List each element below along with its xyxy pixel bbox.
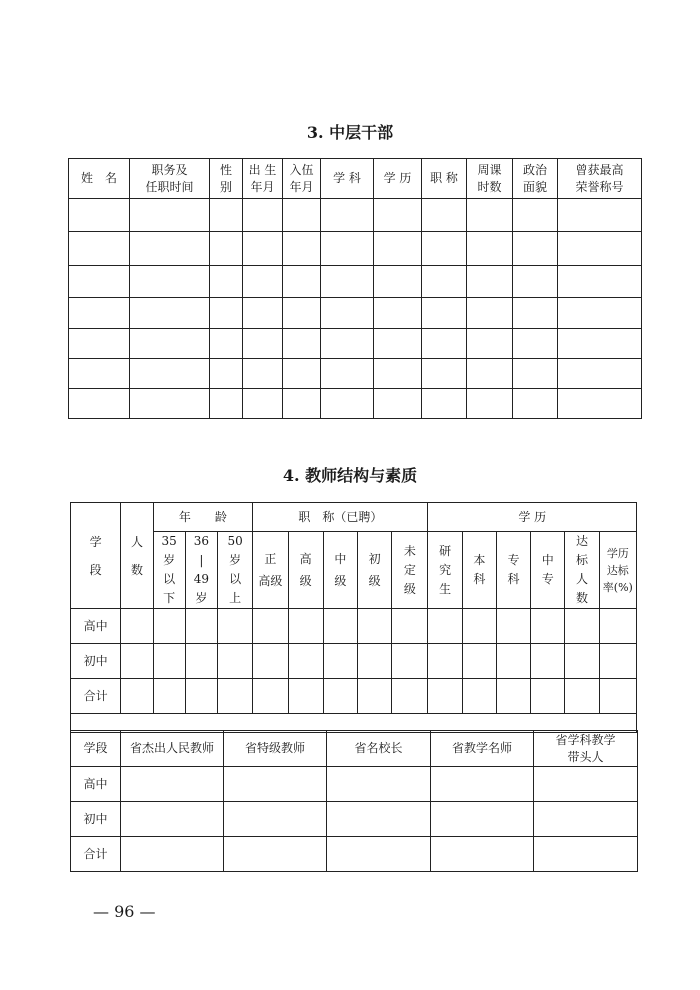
table-cell[interactable] <box>243 329 283 359</box>
header-text: 带头人 <box>567 749 604 764</box>
subheader-cell <box>153 532 185 609</box>
table-cell[interactable] <box>467 266 513 298</box>
table-cell[interactable] <box>513 359 558 389</box>
header-text: 级 <box>403 581 416 596</box>
header-text: 政治 <box>522 162 547 177</box>
table-cell[interactable] <box>531 609 565 644</box>
table-cell[interactable] <box>496 609 530 644</box>
table-cell[interactable] <box>121 837 224 872</box>
table-cell[interactable] <box>422 298 467 329</box>
table-cell[interactable] <box>496 679 530 714</box>
header-text: 岁 <box>229 553 242 567</box>
header-cell: 省特级教师 <box>224 731 327 767</box>
header-xueduan <box>71 503 121 609</box>
header-text: 49 <box>193 572 210 586</box>
teacher-structure-table <box>70 502 637 733</box>
table-cell[interactable] <box>288 679 323 714</box>
table-cell[interactable] <box>283 199 321 232</box>
table-cell[interactable] <box>513 199 558 232</box>
table-cell[interactable] <box>534 802 638 837</box>
table-cell[interactable] <box>185 644 217 679</box>
table-cell[interactable] <box>467 389 513 419</box>
header-text: 荣誉称号 <box>575 179 624 194</box>
header-text: 50 <box>227 534 243 548</box>
table-cell[interactable] <box>288 609 323 644</box>
table-cell[interactable] <box>327 767 431 802</box>
header-text: 年月 <box>289 179 314 194</box>
honored-teachers-table <box>70 730 638 872</box>
table-cell[interactable] <box>374 298 422 329</box>
table-cell[interactable] <box>558 389 642 419</box>
table-header-row <box>71 731 638 767</box>
header-text: | <box>199 553 204 567</box>
table-cell[interactable] <box>185 609 217 644</box>
subheader-cell <box>323 532 357 609</box>
row-label: 合计 <box>71 837 121 872</box>
header-text: 别 <box>219 179 232 194</box>
table-cell[interactable] <box>153 644 185 679</box>
header-text: 研 <box>439 543 452 558</box>
table-cell[interactable] <box>130 266 210 298</box>
header-cell: 省名校长 <box>327 731 431 767</box>
table-cell[interactable] <box>558 298 642 329</box>
table-row <box>69 199 642 232</box>
table-cell[interactable] <box>558 232 642 266</box>
table-cell[interactable] <box>327 802 431 837</box>
header-cell: 省教学名师 <box>431 731 534 767</box>
header-text: 高级 <box>258 574 283 588</box>
table-cell[interactable] <box>467 329 513 359</box>
header-text: 初 <box>368 552 381 566</box>
table-cell[interactable] <box>323 644 357 679</box>
header-age-group: 年 龄 <box>153 503 253 532</box>
table-cell[interactable] <box>253 679 288 714</box>
header-text: 级 <box>299 574 312 588</box>
table-row <box>69 329 642 359</box>
table-cell[interactable] <box>283 232 321 266</box>
header-text: 下 <box>163 591 176 605</box>
table-cell[interactable] <box>130 329 210 359</box>
table-cell[interactable] <box>422 266 467 298</box>
header-cell <box>69 159 130 199</box>
table-cell[interactable] <box>422 389 467 419</box>
header-text: 专 <box>541 572 554 586</box>
header-text: 姓 名 <box>80 171 117 185</box>
table-cell[interactable] <box>467 199 513 232</box>
table-cell[interactable] <box>428 609 462 644</box>
table-header-row <box>69 159 642 199</box>
table-cell[interactable] <box>513 232 558 266</box>
table-cell[interactable] <box>422 199 467 232</box>
table-cell[interactable] <box>130 389 210 419</box>
header-text: 段 <box>89 562 102 577</box>
table-cell[interactable] <box>243 232 283 266</box>
table-cell[interactable] <box>321 199 374 232</box>
header-text: 率(%) <box>602 580 633 594</box>
header-cell: 学段 <box>71 731 121 767</box>
table-cell[interactable] <box>428 679 462 714</box>
header-text: 标 <box>576 553 589 567</box>
table-cell[interactable] <box>565 679 599 714</box>
table-cell[interactable] <box>130 232 210 266</box>
header-text: 专 <box>507 553 520 567</box>
header-text: 任职时间 <box>145 179 194 194</box>
subheader-cell <box>185 532 217 609</box>
header-text: 达 <box>576 534 589 548</box>
table-cell[interactable] <box>467 298 513 329</box>
table-cell[interactable] <box>323 679 357 714</box>
page-number: — 96 — <box>93 902 156 921</box>
header-text: 学历 <box>606 546 629 560</box>
table-cell[interactable] <box>69 199 130 232</box>
header-text: 学 历 <box>383 171 412 185</box>
header-cell <box>513 159 558 199</box>
table-cell[interactable] <box>321 298 374 329</box>
table-cell[interactable] <box>531 644 565 679</box>
table-cell[interactable] <box>243 199 283 232</box>
table-subheader-row <box>71 532 637 609</box>
subheader-cell <box>462 532 496 609</box>
table-cell[interactable] <box>422 359 467 389</box>
section3-title: 3. 中层干部 <box>306 123 394 142</box>
table-cell[interactable] <box>357 679 391 714</box>
table-cell[interactable] <box>531 679 565 714</box>
row-label: 高中 <box>71 767 121 802</box>
table-cell[interactable] <box>121 767 224 802</box>
table-cell[interactable] <box>210 298 243 329</box>
subheader-cell <box>218 532 253 609</box>
table-row <box>69 266 642 298</box>
middle-cadre-table <box>68 158 642 419</box>
table-cell[interactable] <box>121 802 224 837</box>
header-text: 学 科 <box>333 171 361 185</box>
table-cell[interactable] <box>558 199 642 232</box>
table-cell[interactable] <box>374 329 422 359</box>
subheader-cell <box>565 532 599 609</box>
header-text: 面貌 <box>522 179 547 194</box>
table-row <box>71 767 638 802</box>
table-cell[interactable] <box>558 359 642 389</box>
header-text: 定 <box>403 562 416 577</box>
table-cell[interactable] <box>422 232 467 266</box>
table-row <box>71 609 637 644</box>
header-text: 性 <box>219 162 232 177</box>
table-cell[interactable] <box>185 679 217 714</box>
table-cell[interactable] <box>321 389 374 419</box>
table-cell[interactable] <box>374 232 422 266</box>
table-cell[interactable] <box>121 609 153 644</box>
table-cell[interactable] <box>253 644 288 679</box>
table-cell[interactable] <box>513 266 558 298</box>
header-cell <box>283 159 321 199</box>
table-cell[interactable] <box>534 837 638 872</box>
row-label: 合计 <box>71 679 121 714</box>
header-text: 级 <box>368 574 381 588</box>
row-label: 初中 <box>71 802 121 837</box>
table-cell[interactable] <box>513 298 558 329</box>
header-cell <box>243 159 283 199</box>
table-row <box>71 679 637 714</box>
header-text: 学 <box>89 534 102 549</box>
table-cell[interactable] <box>130 298 210 329</box>
table-cell[interactable] <box>321 232 374 266</box>
header-text: 科 <box>507 572 520 586</box>
header-text: 级 <box>334 574 347 588</box>
table-cell[interactable] <box>69 329 130 359</box>
section4-title: 4. 教师结构与素质 <box>282 466 418 485</box>
table-cell[interactable] <box>327 837 431 872</box>
table-cell[interactable] <box>210 266 243 298</box>
table-cell[interactable] <box>69 232 130 266</box>
table-row <box>71 837 638 872</box>
header-cell <box>321 159 374 199</box>
header-text: 35 <box>161 534 177 548</box>
table-cell[interactable] <box>218 609 253 644</box>
header-cell <box>130 159 210 199</box>
header-text: 本 <box>473 553 486 567</box>
table-cell[interactable] <box>210 329 243 359</box>
table-cell[interactable] <box>513 329 558 359</box>
header-text: 曾获最高 <box>575 162 624 177</box>
subheader-cell <box>357 532 391 609</box>
header-text: 以 <box>163 572 176 586</box>
table-row <box>71 802 638 837</box>
header-text: 岁 <box>163 553 176 567</box>
subheader-cell <box>392 532 428 609</box>
table-cell[interactable] <box>357 644 391 679</box>
table-cell[interactable] <box>496 644 530 679</box>
table-cell[interactable] <box>283 359 321 389</box>
table-cell[interactable] <box>283 298 321 329</box>
header-cell <box>467 159 513 199</box>
table-row <box>71 644 637 679</box>
header-text: 时数 <box>477 179 502 194</box>
table-cell[interactable] <box>599 679 636 714</box>
table-cell[interactable] <box>210 389 243 419</box>
table-cell[interactable] <box>130 199 210 232</box>
header-text: 周课 <box>477 162 502 177</box>
table-cell[interactable] <box>224 837 327 872</box>
header-cell <box>210 159 243 199</box>
table-cell[interactable] <box>374 199 422 232</box>
table-cell[interactable] <box>69 359 130 389</box>
header-text: 职务及 <box>151 162 188 177</box>
table-cell[interactable] <box>357 609 391 644</box>
table-cell[interactable] <box>283 266 321 298</box>
table-cell[interactable] <box>153 679 185 714</box>
table-cell[interactable] <box>392 609 428 644</box>
header-text: 数 <box>576 591 589 605</box>
table-cell[interactable] <box>462 609 496 644</box>
table-cell[interactable] <box>462 644 496 679</box>
table-row <box>69 232 642 266</box>
header-text: 正 <box>264 552 277 566</box>
table-cell[interactable] <box>224 802 327 837</box>
table-cell[interactable] <box>243 389 283 419</box>
header-cell <box>374 159 422 199</box>
subheader-cell <box>599 532 636 609</box>
table-row <box>69 359 642 389</box>
header-text: 省学科教学 <box>555 732 616 747</box>
table-cell[interactable] <box>253 609 288 644</box>
table-row <box>69 389 642 419</box>
table-cell[interactable] <box>392 644 428 679</box>
table-cell[interactable] <box>534 767 638 802</box>
table-cell[interactable] <box>374 266 422 298</box>
header-text: 数 <box>130 562 143 577</box>
table-cell[interactable] <box>321 359 374 389</box>
table-cell[interactable] <box>218 644 253 679</box>
table-cell[interactable] <box>283 329 321 359</box>
table-cell[interactable] <box>323 609 357 644</box>
table-cell[interactable] <box>431 767 534 802</box>
subheader-cell <box>288 532 323 609</box>
table-cell[interactable] <box>467 359 513 389</box>
header-text: 职 称 <box>430 171 458 185</box>
table-cell[interactable] <box>374 359 422 389</box>
header-text: 上 <box>229 591 242 605</box>
table-cell[interactable] <box>210 359 243 389</box>
subheader-cell <box>531 532 565 609</box>
table-cell[interactable] <box>69 266 130 298</box>
header-text: 岁 <box>195 591 208 605</box>
header-text: 达标 <box>606 563 629 577</box>
table-cell[interactable] <box>243 298 283 329</box>
subheader-cell <box>496 532 530 609</box>
row-label: 高中 <box>71 609 121 644</box>
table-cell[interactable] <box>392 679 428 714</box>
table-row <box>69 298 642 329</box>
header-text: 究 <box>439 562 452 577</box>
table-cell[interactable] <box>513 389 558 419</box>
table-cell[interactable] <box>462 679 496 714</box>
table-cell[interactable] <box>153 609 185 644</box>
table-cell[interactable] <box>599 609 636 644</box>
header-text: 未 <box>403 543 416 558</box>
table-header-row <box>71 503 637 532</box>
header-title-group: 职 称（已聘） <box>253 503 428 532</box>
header-text: 高 <box>299 552 312 566</box>
table-cell[interactable] <box>224 767 327 802</box>
header-text: 科 <box>473 572 486 586</box>
header-text: 中 <box>541 553 554 567</box>
table-cell[interactable] <box>565 609 599 644</box>
table-cell[interactable] <box>558 266 642 298</box>
header-text: 中 <box>334 552 347 566</box>
header-cell <box>534 731 638 767</box>
table-cell[interactable] <box>428 644 462 679</box>
table-cell[interactable] <box>69 389 130 419</box>
table-cell[interactable] <box>283 389 321 419</box>
header-renshu <box>121 503 153 609</box>
table-cell[interactable] <box>558 329 642 359</box>
table-cell[interactable] <box>69 298 130 329</box>
header-cell: 省杰出人民教师 <box>121 731 224 767</box>
table-cell[interactable] <box>467 232 513 266</box>
table-cell[interactable] <box>210 232 243 266</box>
subheader-cell <box>253 532 288 609</box>
table-cell[interactable] <box>565 644 599 679</box>
header-cell <box>422 159 467 199</box>
subheader-cell <box>428 532 462 609</box>
header-cell <box>558 159 642 199</box>
row-label: 初中 <box>71 644 121 679</box>
table-cell[interactable] <box>210 199 243 232</box>
table-cell[interactable] <box>218 679 253 714</box>
table-cell[interactable] <box>121 644 153 679</box>
table-cell[interactable] <box>599 644 636 679</box>
table-cell[interactable] <box>374 389 422 419</box>
table-cell[interactable] <box>243 266 283 298</box>
header-text: 入伍 <box>289 162 314 177</box>
table-cell[interactable] <box>431 802 534 837</box>
header-text: 人 <box>130 534 143 549</box>
table-cell[interactable] <box>321 329 374 359</box>
header-text: 出 生 <box>248 162 277 177</box>
header-edu-group: 学 历 <box>428 503 637 532</box>
header-text: 36 <box>193 534 210 548</box>
header-text: 生 <box>439 581 452 596</box>
header-text: 人 <box>576 572 589 586</box>
table-cell[interactable] <box>288 644 323 679</box>
table-cell[interactable] <box>422 329 467 359</box>
table-cell[interactable] <box>243 359 283 389</box>
header-text: 以 <box>229 572 242 586</box>
table-cell[interactable] <box>321 266 374 298</box>
table-cell[interactable] <box>431 837 534 872</box>
table-cell[interactable] <box>121 679 153 714</box>
header-text: 年月 <box>250 179 275 194</box>
table-cell[interactable] <box>130 359 210 389</box>
